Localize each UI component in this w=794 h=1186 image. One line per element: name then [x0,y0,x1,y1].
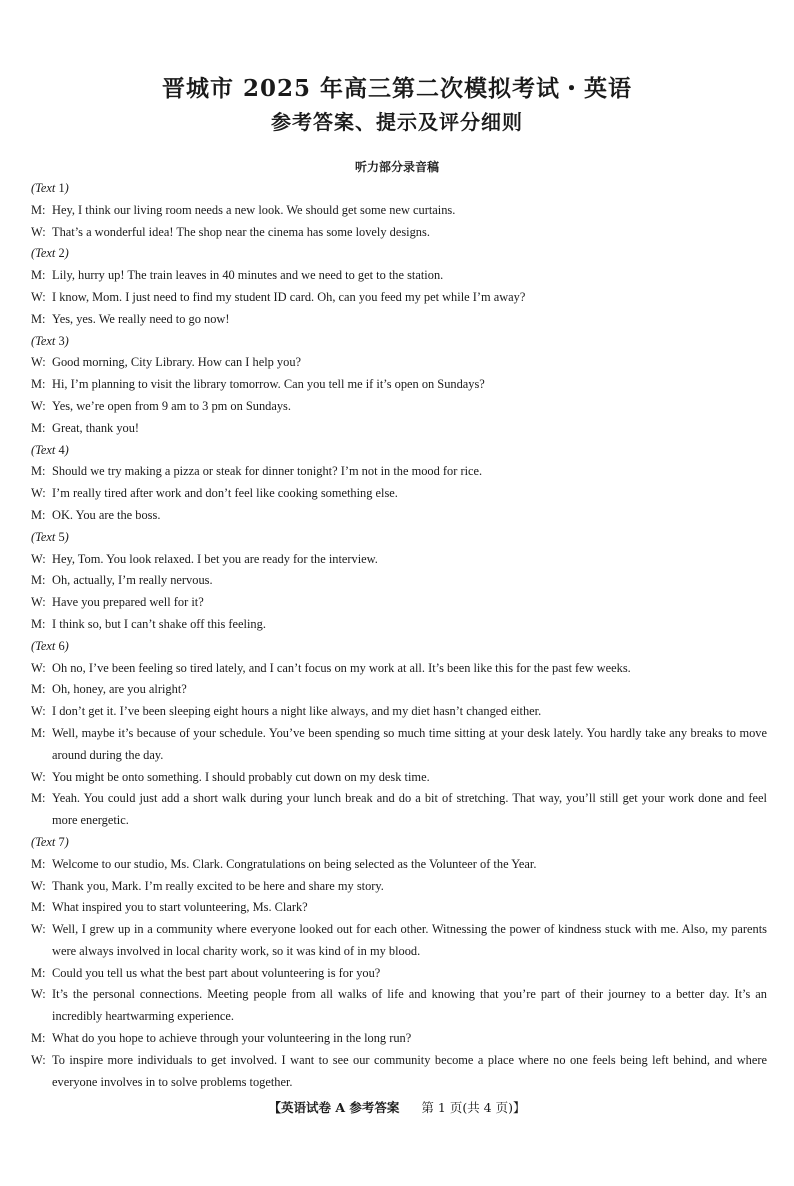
dialogue-line [31,767,767,789]
utterance-text: Oh no, I’ve been feeling so tired lately, and I can’t focus on my work at all. It’s been like this for the past few weeks. [52,660,631,675]
utterance-text: That’s a wonderful idea! The shop near the cinema has some lovely designs. [52,224,430,239]
dialogue-line [31,592,767,614]
utterance-text: What inspired you to start volunteering, Ms. Clark? [52,900,308,915]
speaker-tag: W: [31,224,46,239]
utterance-text: To inspire more individuals to get involved. I want to see our community become a place where no one feels being left behind, and where everyone involves in to solve problems together. [52,1052,767,1089]
speaker-tag: W: [31,769,46,784]
speaker-tag: M: [31,311,46,326]
text-label-word: Text [35,638,56,653]
page-footer [0,1098,794,1116]
text-label-number: 2 [58,246,65,261]
text-label-word: Text [35,834,56,849]
text-label-word: Text [35,333,56,348]
text-label: (Text 4) [31,442,69,457]
utterance-text: Well, I grew up in a community where everyone looked out for each other. Witnessing the power of kindness stuck with me. Also, my parents were always involved in local charity work, so it was kind of in my blood. [52,922,767,958]
dialogue-line [31,396,767,418]
speaker-tag: W: [31,704,46,719]
speaker-tag: W: [31,289,46,304]
dialogue-line [31,679,767,701]
dialogue-line [31,265,767,287]
utterance-text: Hey, Tom. You look relaxed. I bet you are ready for the interview. [52,551,378,566]
speaker-tag: M: [31,507,46,522]
dialogue-line [31,1028,767,1050]
dialogue-line [31,505,767,527]
speaker-tag: M: [31,377,46,392]
text-label-number: 6 [58,638,65,653]
speaker-tag: W: [31,398,46,413]
speaker-tag: M: [31,682,46,697]
speaker-tag: M: [31,725,46,740]
speaker-tag: W: [31,1052,46,1067]
dialogue-line [31,1050,767,1094]
text-label: (Text 7) [31,834,69,849]
text-label-number: 7 [58,834,65,849]
utterance-text: I’m really tired after work and don’t feel like cooking something else. [52,486,398,501]
dialogue-line [31,483,767,505]
utterance-text: I don’t get it. I’ve been sleeping eight hours a night like always, and my diet hasn’t changed either. [52,704,542,719]
dialogue-line [31,723,767,767]
dialogue-line [31,352,767,374]
text-label-word: Text [35,529,56,544]
utterance-text: I know, Mom. I just need to find my student ID card. Oh, can you feed my pet while I’m away? [52,289,526,304]
dialogue-line [31,222,767,244]
utterance-text: Have you prepared well for it? [52,595,204,610]
utterance-text: It’s the personal connections. Meeting people from all walks of life and knowing that you’re part of their journey to a better day. It’s an incredibly heartwarming experience. [52,987,767,1024]
text-label: (Text 6) [31,638,69,653]
dialogue-line [31,788,767,832]
utterance-text: Welcome to our studio, Ms. Clark. Congratulations on being selected as the Volunteer of the Year. [52,856,537,871]
text-label: (Text 3) [31,333,69,348]
utterance-text: Thank you, Mark. I’m really excited to be here and share my story. [52,878,384,893]
utterance-text: Lily, hurry up! The train leaves in 40 minutes and we need to get to the station. [52,268,444,283]
dialogue-line [31,287,767,309]
text-label-number: 3 [58,333,65,348]
dialogue-line [31,854,767,876]
dialogue-line [31,549,767,571]
utterance-text: Yes, we’re open from 9 am to 3 pm on Sundays. [52,398,291,413]
dialogue-line [31,658,767,680]
speaker-tag: M: [31,464,46,479]
dialogue-line [31,309,767,331]
dialogue-line [31,876,767,898]
speaker-tag: W: [31,660,46,675]
listening-transcript [31,178,767,1093]
section-title: 听力部分录音稿 [354,160,439,174]
speaker-tag: M: [31,268,46,283]
utterance-text: I think so, but I can’t shake off this feeling. [52,616,266,631]
dialogue-line [31,919,767,963]
utterance-text: Could you tell us what the best part about volunteering is for you? [52,965,381,980]
dialogue-line [31,614,767,636]
speaker-tag: W: [31,486,46,501]
text-label-number: 4 [58,442,65,457]
dialogue-line [31,570,767,592]
text-label-number: 1 [58,181,65,195]
speaker-tag: W: [31,987,46,1002]
utterance-text: Good morning, City Library. How can I help you? [52,355,302,370]
utterance-text: Yeah. You could just add a short walk during your lunch break and do a bit of stretching. That way, you’ll still get your work done and feel more energetic. [52,791,767,828]
footer-label: 【英语试卷 A 参考答案 [268,1100,400,1115]
dialogue-line [31,200,767,222]
speaker-tag: M: [31,900,46,915]
speaker-tag: W: [31,595,46,610]
dialogue-line [31,461,767,483]
speaker-tag: M: [31,420,46,435]
dialogue-line [31,897,767,919]
utterance-text: You might be onto something. I should probably cut down on my desk time. [52,769,430,784]
text-label: (Text 1) [31,181,69,195]
speaker-tag: W: [31,922,46,937]
speaker-tag: M: [31,573,46,588]
speaker-tag: W: [31,878,46,893]
speaker-tag: W: [31,551,46,566]
speaker-tag: M: [31,202,46,217]
speaker-tag: M: [31,616,46,631]
utterance-text: Great, thank you! [52,420,140,435]
speaker-tag: M: [31,791,46,806]
utterance-text: Should we try making a pizza or steak for dinner tonight? I’m not in the mood for rice. [52,464,483,479]
speaker-tag: M: [31,1031,46,1046]
text-label-number: 5 [58,529,65,544]
dialogue-line [31,374,767,396]
text-label-word: Text [35,442,56,457]
dialogue-line [31,701,767,723]
footer-page-number: 第 1 页(共 4 页)】 [421,1100,526,1115]
dialogue-line [31,984,767,1028]
page-subtitle: 参考答案、提示及评分细则 [271,110,523,134]
speaker-tag: M: [31,965,46,980]
utterance-text: Oh, honey, are you alright? [52,682,187,697]
speaker-tag: W: [31,355,46,370]
text-label: (Text 5) [31,529,69,544]
text-label: (Text 2) [31,246,69,261]
utterance-text: Hey, I think our living room needs a new look. We should get some new curtains. [52,202,456,217]
speaker-tag: M: [31,856,46,871]
page-title: 晋城市 2025 年高三第二次模拟考试・英语 [161,75,633,102]
dialogue-line [31,963,767,985]
utterance-text: OK. You are the boss. [52,507,161,522]
utterance-text: What do you hope to achieve through your volunteering in the long run? [52,1031,412,1046]
utterance-text: Hi, I’m planning to visit the library tomorrow. Can you tell me if it’s open on Sundays? [52,377,485,392]
dialogue-line [31,418,767,440]
text-label-word: Text [35,181,56,195]
text-label-word: Text [35,246,56,261]
utterance-text: Well, maybe it’s because of your schedule. You’ve been spending so much time sitting at your desk lately. You hardly take any breaks to move around during the day. [52,725,767,762]
utterance-text: Yes, yes. We really need to go now! [52,311,230,326]
utterance-text: Oh, actually, I’m really nervous. [52,573,213,588]
